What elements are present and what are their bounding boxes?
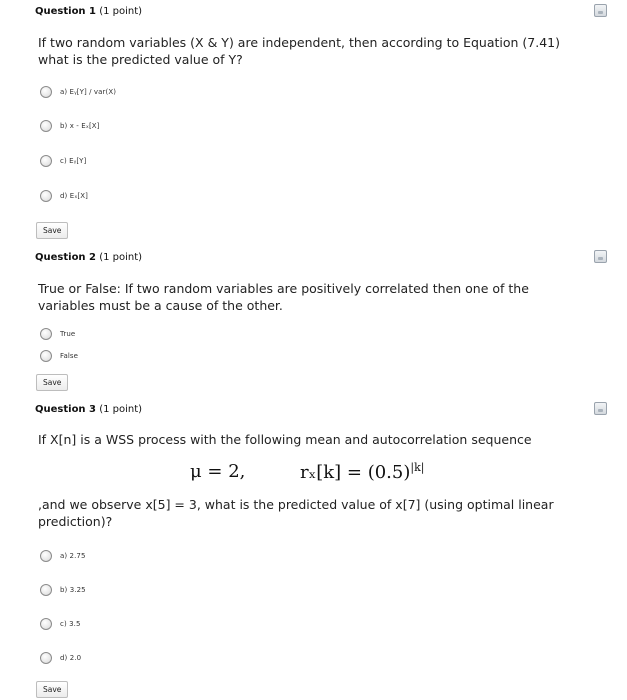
radio-button[interactable] [40, 618, 52, 630]
question-3-text-line1: If X[n] is a WSS process with the following mean and autocorrelation sequence [38, 432, 532, 447]
radio-button[interactable] [40, 120, 52, 132]
radio-button[interactable] [40, 550, 52, 562]
question-2-header [35, 252, 142, 263]
save-disk-icon[interactable] [594, 402, 607, 415]
question-1-text: If two random variables (X & Y) are independent, then according to Equation (7.41) what is the predicted value of Y? [38, 35, 561, 67]
option-true[interactable]: True [40, 328, 75, 340]
option-a[interactable]: a) Eᵧ[Y] / var(X) [40, 86, 116, 98]
option-b[interactable]: b) 3.25 [40, 584, 86, 596]
option-c[interactable]: c) 3.5 [40, 618, 81, 630]
radio-button[interactable] [40, 155, 52, 167]
radio-button[interactable] [40, 652, 52, 664]
question-2-text: True or False: If two random variables are positively correlated then one of the variables must be a cause of the other. [38, 281, 529, 313]
question-title: Question 3 [35, 404, 96, 415]
question-3-header [35, 404, 142, 415]
option-false[interactable]: False [40, 350, 78, 362]
save-disk-icon[interactable] [594, 4, 607, 17]
save-button[interactable]: Save [36, 681, 68, 698]
radio-button[interactable] [40, 86, 52, 98]
equation-autocorrelation: $r_x[k] = (0.5)^{|k|}$ [300, 461, 425, 483]
question-points: (1 point) [99, 252, 143, 263]
option-d[interactable]: d) Eₓ[X] [40, 190, 88, 202]
radio-button[interactable] [40, 350, 52, 362]
question-1-header [35, 6, 142, 17]
question-points: (1 point) [99, 404, 143, 415]
question-title: Question 2 [35, 252, 96, 263]
save-disk-icon[interactable] [594, 250, 607, 263]
radio-button[interactable] [40, 190, 52, 202]
option-a[interactable]: a) 2.75 [40, 550, 86, 562]
question-title: Question 1 [35, 6, 96, 17]
option-b[interactable]: b) x - Eₓ[X] [40, 120, 100, 132]
radio-button[interactable] [40, 328, 52, 340]
save-button[interactable]: Save [36, 374, 68, 391]
save-button[interactable]: Save [36, 222, 68, 239]
equation-exponent: |k| [410, 461, 425, 474]
option-c[interactable]: c) Eᵧ[Y] [40, 155, 86, 167]
equation-mean: μ = 2, [190, 461, 246, 482]
question-points: (1 point) [99, 6, 143, 17]
question-3-text-rest: ,and we observe x[5] = 3, what is the predicted value of x[7] (using optimal linear prediction)? [38, 497, 554, 529]
option-d[interactable]: d) 2.0 [40, 652, 81, 664]
radio-button[interactable] [40, 584, 52, 596]
